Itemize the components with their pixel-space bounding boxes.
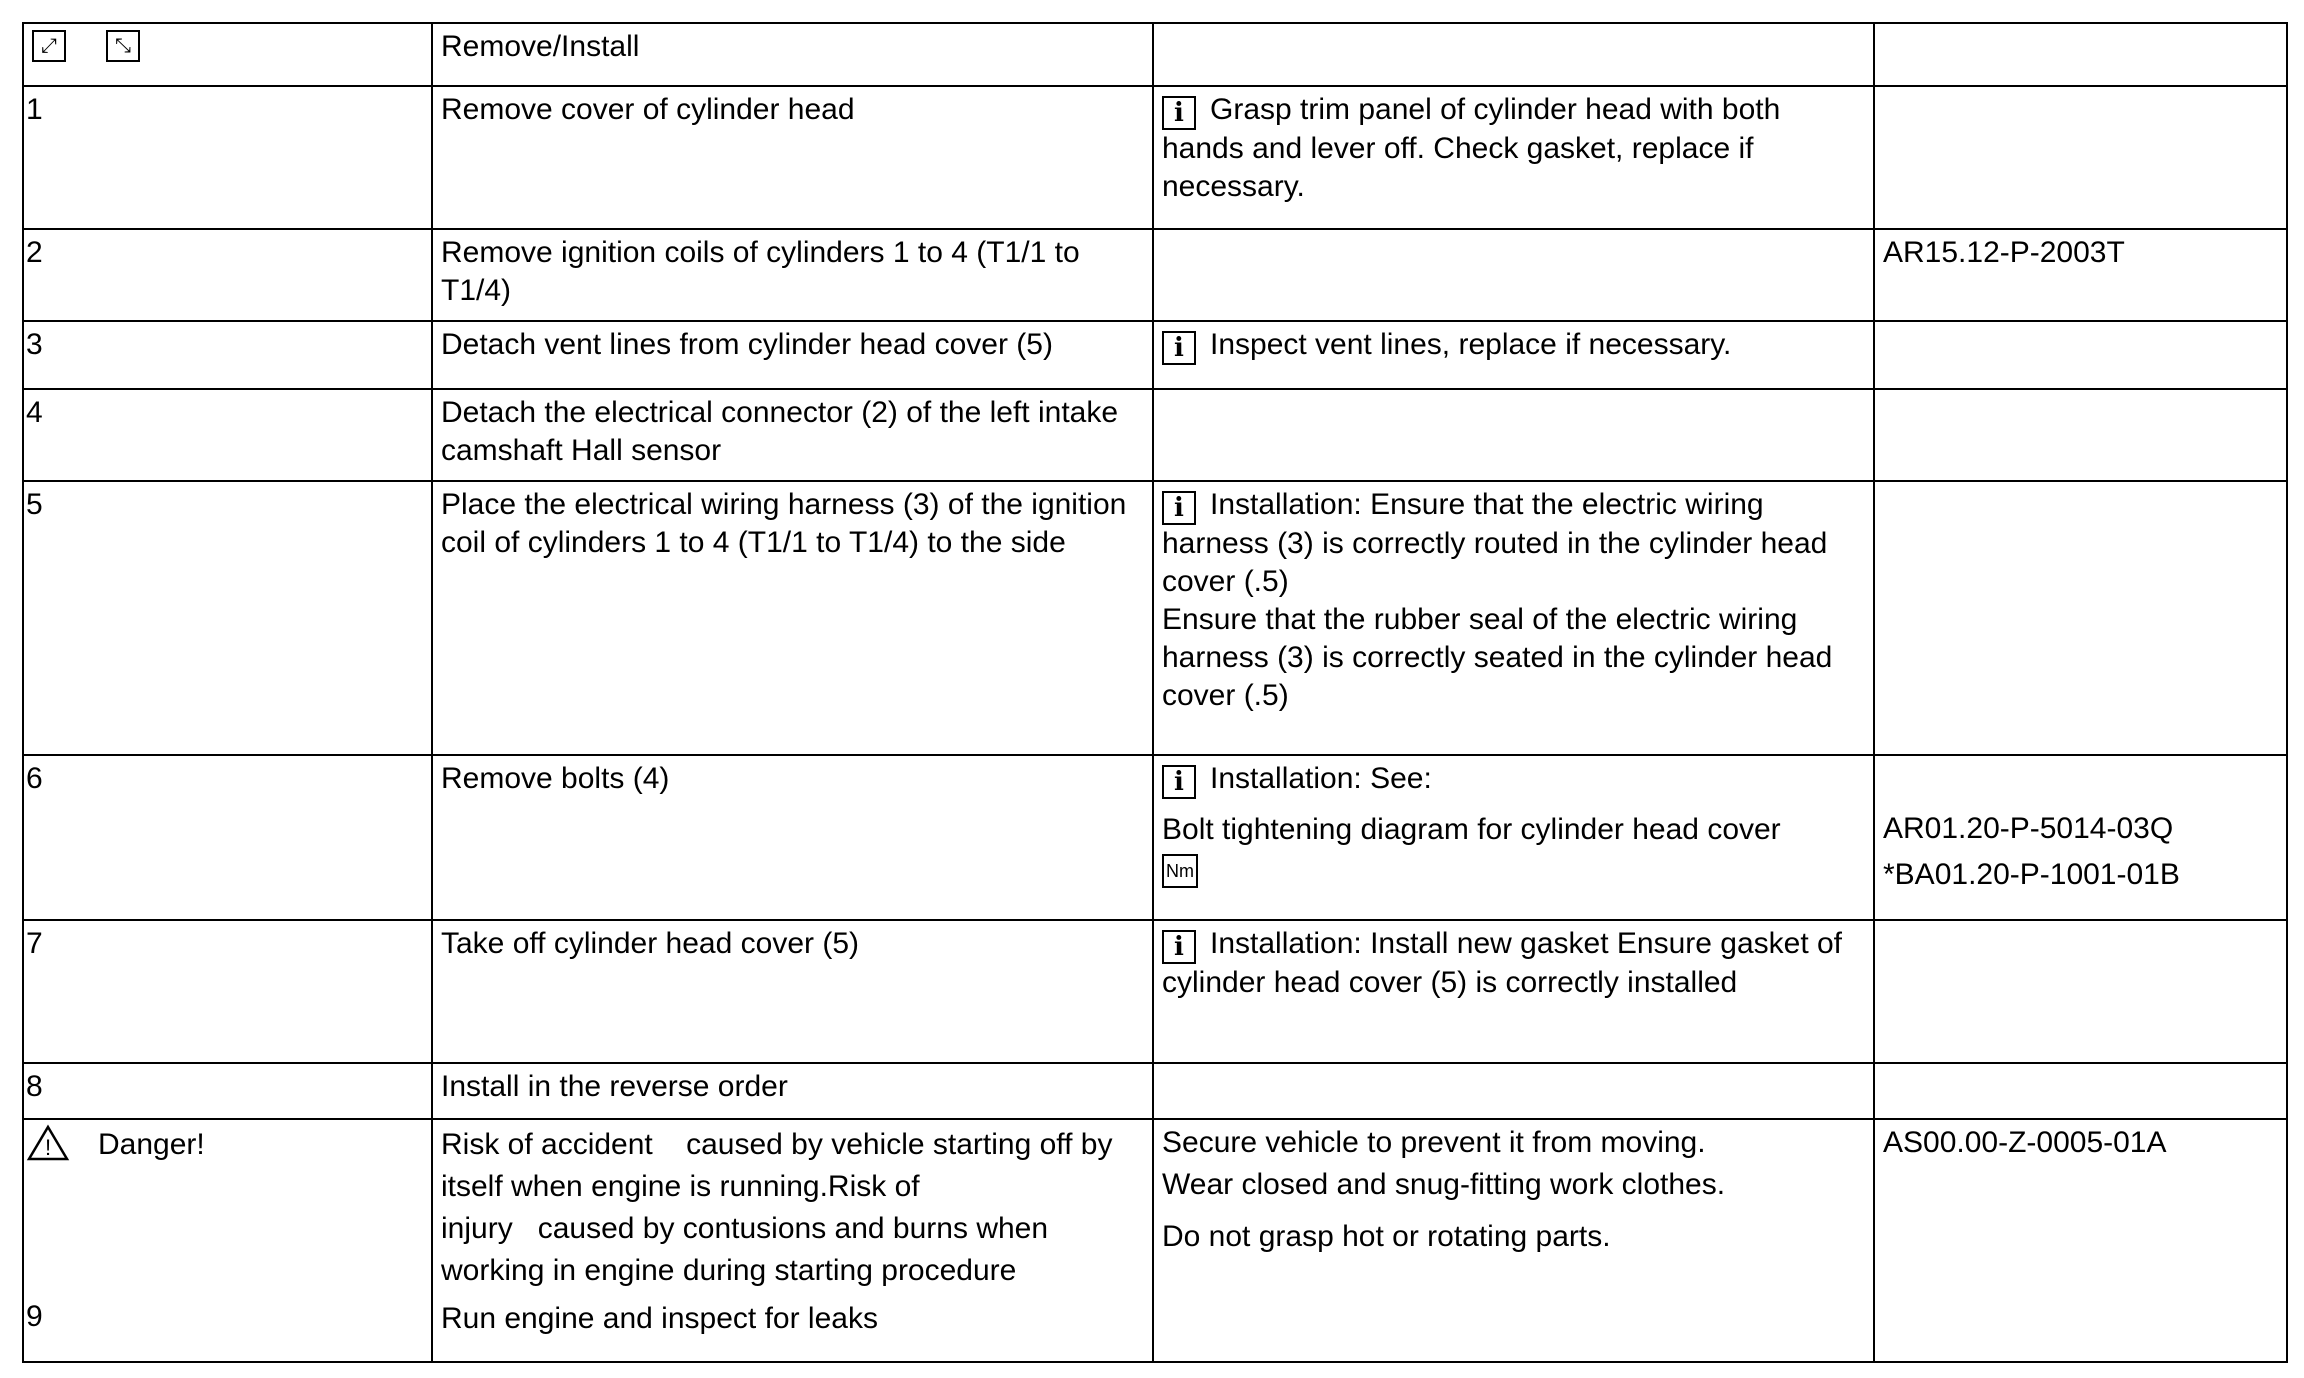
- tightening-diagram-link[interactable]: Bolt tightening diagram for cylinder head cover: [1162, 813, 1781, 846]
- step-reference-link[interactable]: *BA01.20-P-1001-01B: [1883, 858, 2180, 891]
- danger-reference-link[interactable]: AS00.00-Z-0005-01A: [1874, 1119, 2287, 1362]
- collapse-icon[interactable]: ⤡: [106, 30, 140, 62]
- step-number: 8: [23, 1063, 432, 1119]
- step-reference-link[interactable]: AR15.12-P-2003T: [1874, 229, 2287, 321]
- danger-row: [23, 1119, 2287, 1362]
- header-title: Remove/Install: [432, 23, 1153, 86]
- step-note: i Inspect vent lines, replace if necessary.: [1153, 321, 1874, 389]
- step-note: i Grasp trim panel of cylinder head with both hands and lever off. Check gasket, replace if necessary.: [1153, 86, 1874, 229]
- expand-icon[interactable]: ⤢: [32, 30, 66, 62]
- step-number: 5: [23, 481, 432, 755]
- step-note: i Installation: Ensure that the electric wiring harness (3) is correctly routed in the cylinder head cover (.5) Ensure that the rubber seal of the electric wiring harness (3) is correctly seated in the cylinder head cover (.5): [1153, 481, 1874, 755]
- step-reference-link[interactable]: AR01.20-P-5014-03Q: [1883, 812, 2174, 845]
- danger-label: Danger!: [98, 1128, 205, 1161]
- table-row: [23, 755, 2287, 920]
- procedure-table: [22, 22, 2288, 1363]
- table-row: [23, 86, 2287, 229]
- step-number: 1: [23, 86, 432, 229]
- step-number: 9: [26, 1300, 43, 1333]
- step-action: Run engine and inspect for leaks: [441, 1302, 878, 1335]
- header-icons: [23, 23, 432, 86]
- svg-text:!: !: [44, 1135, 52, 1160]
- header-row: [23, 23, 2287, 86]
- info-icon: i: [1162, 491, 1196, 525]
- table-row: [23, 389, 2287, 481]
- table-row: [23, 229, 2287, 321]
- danger-measure: Do not grasp hot or rotating parts.: [1162, 1220, 1611, 1253]
- table-row: [23, 1063, 2287, 1119]
- step-note: i Installation: Install new gasket Ensure gasket of cylinder head cover (5) is correctly installed: [1153, 920, 1874, 1063]
- step-number: 6: [23, 755, 432, 920]
- torque-nm-icon[interactable]: Nm: [1162, 854, 1198, 888]
- danger-measure: Secure vehicle to prevent it from moving.: [1162, 1126, 1706, 1159]
- info-icon: i: [1162, 930, 1196, 964]
- step-action: Take off cylinder head cover (5): [432, 920, 1153, 1063]
- danger-risk-text: injury caused by contusions and burns when working in engine during starting procedure: [441, 1212, 1057, 1287]
- table-row: [23, 481, 2287, 755]
- step-action: Detach vent lines from cylinder head cover (5): [432, 321, 1153, 389]
- step-action: Remove cover of cylinder head: [432, 86, 1153, 229]
- table-row: [23, 321, 2287, 389]
- warning-triangle-icon: [26, 1124, 70, 1172]
- danger-risk-text: Risk of accident caused by vehicle starting off by itself when engine is running.Risk of: [441, 1128, 1121, 1203]
- step-note: i Installation: See: Bolt tightening diagram for cylinder head cover Nm: [1153, 755, 1874, 920]
- info-icon: i: [1162, 765, 1196, 799]
- table-row: [23, 920, 2287, 1063]
- info-icon: i: [1162, 96, 1196, 130]
- step-number: 7: [23, 920, 432, 1063]
- step-action: Remove ignition coils of cylinders 1 to 4 (T1/1 to T1/4): [432, 229, 1153, 321]
- step-action: Install in the reverse order: [432, 1063, 1153, 1119]
- step-action: Remove bolts (4): [432, 755, 1153, 920]
- step-number: 3: [23, 321, 432, 389]
- danger-measure: Wear closed and snug-fitting work clothes.: [1162, 1168, 1726, 1201]
- step-number: 4: [23, 389, 432, 481]
- step-action: Detach the electrical connector (2) of the left intake camshaft Hall sensor: [432, 389, 1153, 481]
- step-number: 2: [23, 229, 432, 321]
- info-icon: i: [1162, 331, 1196, 365]
- step-action: Place the electrical wiring harness (3) of the ignition coil of cylinders 1 to 4 (T1/1 to T1/4) to the side: [432, 481, 1153, 755]
